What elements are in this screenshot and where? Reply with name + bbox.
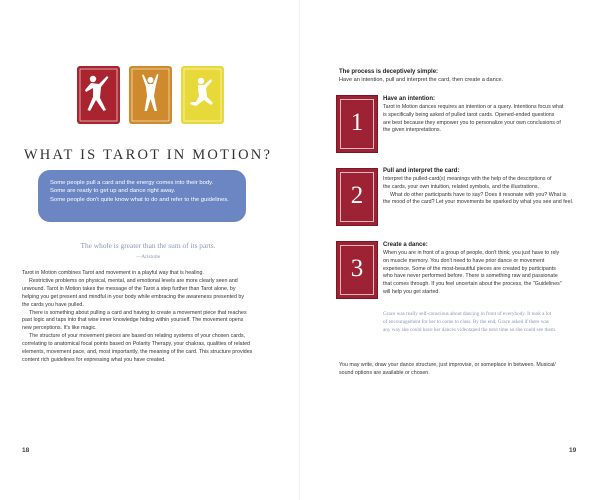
body-line: helping you get present and mindful in your body while embracing the awareness presented by [22,293,245,300]
process-heading: The process is deceptively simple: [339,69,439,75]
step-line: When you are in front of a group of people, don't think; you just have to rely [383,250,560,256]
body-line: correlating to anatomical focal points based on Polarity Therapy, your chakras, qualities of related [22,341,250,348]
callout-line: Some people pull a card and the energy comes into their body. [50,180,214,186]
step-line: experience. Some of the most-beautiful pieces are created by participants [383,265,556,272]
page-title: WHAT IS TAROT IN MOTION? [23,147,273,163]
step-line: the cards, your own intuition, related symbols, and the illustrations. [383,183,540,190]
step-3-body [383,250,579,297]
body-line: past logic and taps into that wise inner knowledge hiding within yourself. The movement opens [22,317,244,324]
callout-line: Some people don't quite know what to do and refer to the guidelines. [50,196,229,203]
story-line: Grace was really self-conscious about dancing in front of everybody. It took a lot [383,311,552,317]
left-body-text [22,270,274,365]
body-line: Tarot in Motion combines Tarot and movement in a playful way that is healing. [22,270,204,276]
step-line: is specifically being asked of pulled tarot cards. Opened-ended questions [383,111,555,118]
step-line: the mood of the card? Let your movements be sparked by what you see and feel. [383,199,574,206]
story-line: of encouragement for her to come to class. By the end, Grace asked if there was [383,318,549,325]
quote-attribution: —Aristotle [135,254,161,260]
step-line: who have never performed before. There is something raw and passionate [383,273,558,280]
page-number-left: 18 [22,447,30,454]
body-line: Restrictive problems on physical, mental, and emotional levels are more clearly seen and [29,277,238,284]
step-number: 3 [350,255,364,282]
orange-card-dancer-icon [129,66,172,124]
body-line: unwound. Tarot in Motion takes the message of the Tarot a step further than Tarot alone, by [22,285,236,292]
page-number-right: 19 [569,447,577,454]
body-line: elements, movement pace, and, most importantly, the meaning of the card. This structure provides [22,349,253,356]
step-line: What do other participants have to say? Does it resonate with you? What is [390,191,567,198]
step-line: Tarot in Motion dances requires an intention or a query. Intentions focus what [383,104,564,110]
step-1-body [383,104,579,135]
callout-line: Some are ready to get up and dance right away. [50,188,176,195]
book-gutter [299,0,300,500]
step-2-heading: Pull and interpret the card: [383,168,460,174]
step-2-card [336,168,378,226]
closing-text [339,362,584,378]
step-line: on muscle memory. You don't need to have prior dance or movement [383,257,545,264]
closing-line: You may write, draw your dance structure, just improvise, or someplace in between. Musical/ [339,362,556,368]
step-number: 2 [350,182,364,209]
callout-box [38,170,246,222]
process-intro: Have an intention, pull and interpret the card, then create a dance. [339,77,504,83]
body-line: content rich guidelines for expressing what you have created. [22,356,166,363]
story-aside [383,311,583,334]
step-3-heading: Create a dance: [383,242,428,248]
step-line: the given interpretations. [383,127,442,134]
red-card-dancer-icon [77,66,120,124]
step-line: Interpret the pulled-card(s) meanings with the help of the descriptions of [383,176,552,182]
yellow-card-dancer-icon [181,66,224,124]
story-line: any way she could have her dances videotaped the next time so she could see them. [383,326,557,333]
tarot-card-illustrations [77,66,227,126]
body-line: The structure of your movement pieces are based on relating systems of your chosen cards, [29,333,246,340]
step-line: will help you get started. [383,288,440,295]
body-line: new perceptions. It's like magic. [22,325,97,332]
body-line: the cards you have pulled. [22,301,84,308]
quote-text: The whole is greater than the sum of its parts. [80,241,216,250]
closing-line: sound options are available or chosen. [339,369,430,376]
step-number: 1 [350,109,364,136]
body-line: There is something about pulling a card and having to create a movement piece that reaches [29,309,247,316]
step-1-card [336,95,378,153]
step-2-body [383,176,579,207]
step-line: are best because they empower you to personalize your own conclusions of [383,119,561,126]
step-line: that comes through. If you feel uncertain about the process, the "Guidelines" [383,281,562,288]
step-1-heading: Have an intention: [383,96,436,102]
step-3-card [336,241,378,299]
